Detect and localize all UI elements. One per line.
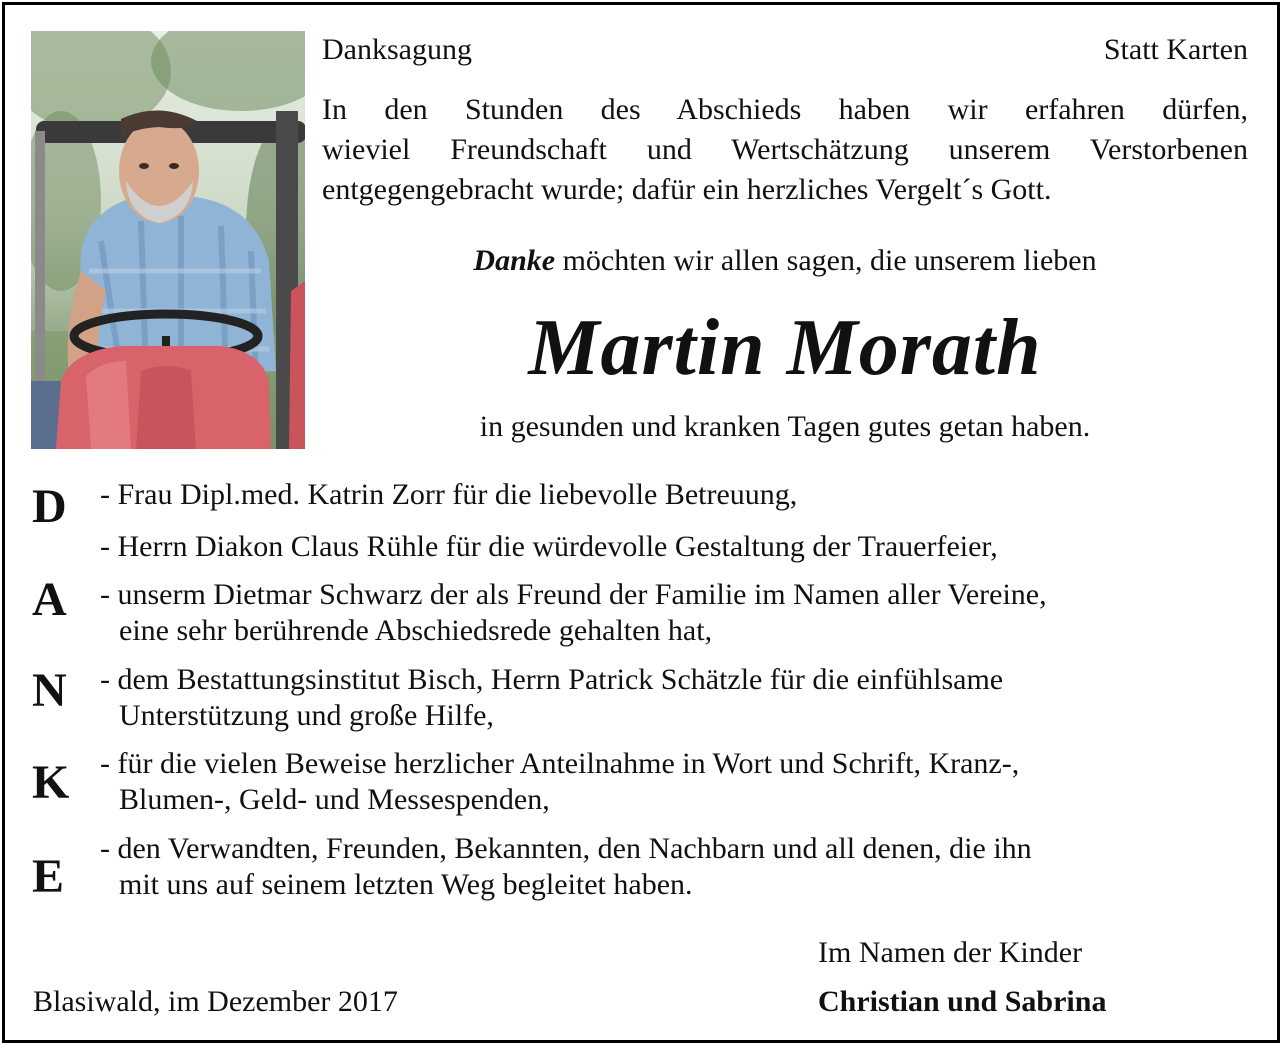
portrait-photo bbox=[31, 31, 305, 449]
thanks-item bbox=[100, 477, 797, 513]
heading-danksagung: Danksagung bbox=[322, 33, 472, 66]
thanks-item-continuation: Unterstützung und große Hilfe, bbox=[119, 699, 494, 732]
intro-line: In den Stunden des Abschieds haben wir erfahren dürfen, bbox=[322, 93, 1248, 126]
thanks-item-line: - dem Bestattungsinstitut Bisch, Herrn Patrick Schätzle für die einfühlsame bbox=[100, 663, 1004, 696]
thanks-emphasis: Danke bbox=[473, 244, 556, 277]
deceased-name: Martin Morath bbox=[528, 304, 1042, 392]
intro-line: entgegengebracht wurde; dafür ein herzliches Vergelt´s Gott. bbox=[322, 173, 1052, 206]
acrostic-letter: N bbox=[32, 664, 67, 717]
thanks-item bbox=[100, 831, 1032, 903]
acrostic-letter: A bbox=[32, 573, 67, 626]
on-behalf-line: Im Namen der Kinder bbox=[818, 936, 1083, 969]
thanks-item-line: - unserm Dietmar Schwarz der als Freund der Familie im Namen aller Vereine, bbox=[100, 578, 1047, 611]
thanks-item bbox=[100, 529, 998, 565]
thanks-item-line: - Herrn Diakon Claus Rühle für die würdevolle Gestaltung der Trauerfeier, bbox=[100, 530, 998, 563]
signers: Christian und Sabrina bbox=[818, 985, 1107, 1018]
after-name-line: in gesunden und kranken Tagen gutes getan haben. bbox=[479, 410, 1091, 443]
thanks-item-continuation: mit uns auf seinem letzten Weg begleitet haben. bbox=[119, 868, 693, 901]
thanks-item-line: - den Verwandten, Freunden, Bekannten, den Nachbarn und all denen, die ihn bbox=[100, 832, 1032, 865]
thanks-item bbox=[100, 577, 1047, 649]
thanks-rest: möchten wir allen sagen, die unserem lieben bbox=[555, 244, 1097, 277]
heading-statt-karten: Statt Karten bbox=[1103, 33, 1248, 66]
thanks-item bbox=[100, 662, 1003, 734]
thanks-item-continuation: Blumen-, Geld- und Messespenden, bbox=[119, 783, 550, 816]
thanks-line bbox=[322, 242, 1248, 280]
thanks-item bbox=[100, 746, 1019, 818]
acrostic-letter: D bbox=[32, 480, 67, 533]
intro-paragraph bbox=[322, 90, 1248, 210]
acrostic-letter: K bbox=[32, 756, 70, 809]
thanks-item-line: - Frau Dipl.med. Katrin Zorr für die liebevolle Betreuung, bbox=[100, 478, 798, 511]
thanks-item-line: - für die vielen Beweise herzlicher Anteilnahme in Wort und Schrift, Kranz-, bbox=[100, 747, 1020, 780]
thanks-item-continuation: eine sehr berührende Abschiedsrede gehalten hat, bbox=[119, 614, 713, 647]
place-date: Blasiwald, im Dezember 2017 bbox=[33, 985, 398, 1018]
intro-line: wieviel Freundschaft und Wertschätzung unserem Verstorbenen bbox=[322, 133, 1248, 166]
acrostic-letter: E bbox=[32, 850, 65, 903]
